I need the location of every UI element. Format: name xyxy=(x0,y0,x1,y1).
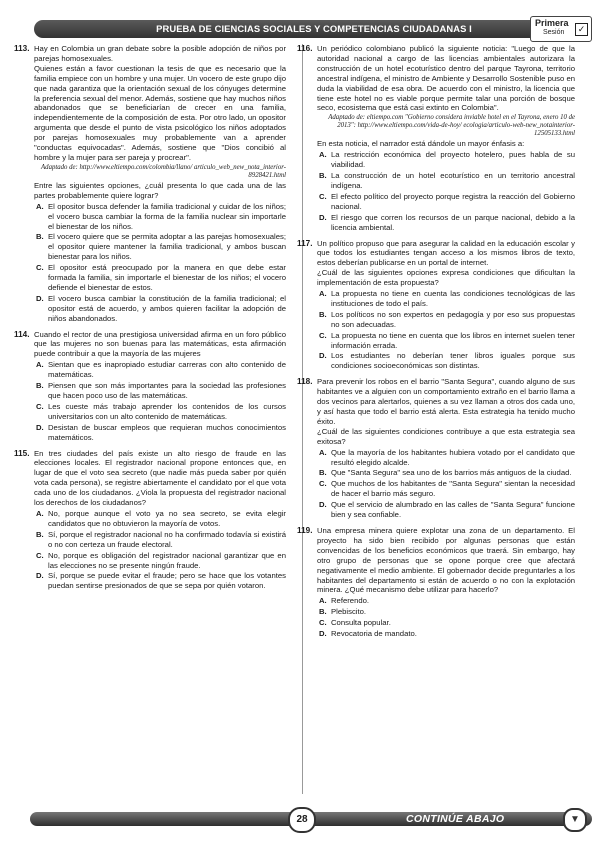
right-column xyxy=(297,44,575,645)
option-b[interactable]: B. El vocero quiere que se permita adoptar a las parejas homosexuales; el opositor quiere mantener la familia tradicional, y ambos buscan bienestar para los niños. xyxy=(36,232,286,262)
test-title: PRUEBA DE CIENCIAS SOCIALES Y COMPETENCIAS CIUDADANAS I xyxy=(156,23,472,34)
page-number: 28 xyxy=(288,807,316,833)
question-stem: Un político propuso que para asegurar la calidad en la educación escolar y que todos los estudiantes tengan acceso a los mismos libros de texto, estos deberían publicarse en un portal de internet. xyxy=(317,238,575,268)
option-b[interactable]: B. Piensen que son más importantes para la sociedad las profesiones que hacen poco uso de las matemáticas. xyxy=(36,381,286,400)
question-118 xyxy=(297,377,575,520)
check-box-icon: ✓ xyxy=(575,23,588,36)
option-d[interactable]: D. Desistan de buscar empleos que requieran muchos conocimientos matemáticos. xyxy=(36,422,286,442)
question-stem: Hay en Colombia un gran debate sobre la posible adopción de niños por parejas homosexuales. xyxy=(34,44,286,63)
option-c[interactable]: C. La propuesta no tiene en cuenta que los libros en internet suelen tener información errada. xyxy=(319,330,575,350)
option-a[interactable]: A. El opositor busca defender la familia tradicional y cuidar de los niños; el vocero busca cambiar la forma de la familia nuclear sin importarle el bienestar de los niños. xyxy=(36,201,286,231)
question-stem: En tres ciudades del país existe un alto riesgo de fraude en las elecciones locales. El registrador nacional propone entonces que, en lugar de que el voto sea secreto (que nadie más pueda saber por quién vota cada persona), se registre abiertamente el candidato por el que vota cada uno de los ciudadanos. ¿Viola la propuesta del registrador nacional los derechos de los ciudadanos? xyxy=(34,448,286,508)
option-d[interactable]: D. El riesgo que corren los recursos de un parque nacional, debido a la licencia ambiental. xyxy=(319,212,575,232)
option-c[interactable]: C. Les cueste más trabajo aprender los contenidos de los cursos universitarios con un alto contenido de matemáticas. xyxy=(36,401,286,421)
question-117 xyxy=(297,238,575,372)
question-115 xyxy=(14,448,286,592)
question-stem: Una empresa minera quiere explotar una zona de un departamento. El proyecto ha sido bien recibido por algunas personas que están convencidas de los beneficios económicos que traerá. Sin embargo, hay otro grupo de personas que se opone porque cree que afectará negativamente el medio ambiente. El gobernador decide preguntarles a los habitantes del departamento si están de acuerdo o no con la explotación minera. ¿Qué mecanismo debe utilizar para hacerlo? xyxy=(317,525,575,595)
question-number: 114. xyxy=(14,329,30,339)
question-prompt: ¿Cuál de las siguientes condiciones contribuye a que esta estrategia sea exitosa? xyxy=(317,426,575,446)
question-114 xyxy=(14,329,286,443)
option-c[interactable]: C. El opositor está preocupado por la manera en que debe estar formada la familia, sin importarle el bienestar de los niños; el vocero defiende el bienestar de estos. xyxy=(36,263,286,292)
question-113 xyxy=(14,44,286,324)
question-stem: Un periódico colombiano publicó la siguiente noticia: "Luego de que la autoridad nacional a cargo de las licencias ambientales autorizara la construcción de un hotel ecoturístico dentro del parque Tayrona, territorio ancestral indígena, el ministro de Ambiente y Desarrollo Sostenible puso en duda la viabilidad de esa obra. De acuerdo con el ministro, la licencia que tiene este hotel no es viable porque permite talar una porción de bosque seco, ecosistema que está casi extinto en Colombia". xyxy=(317,44,575,113)
option-b[interactable]: B. Que "Santa Segura" sea uno de los barrios más antiguos de la ciudad. xyxy=(319,468,572,478)
session-tab xyxy=(530,16,592,42)
option-a[interactable]: A. La propuesta no tiene en cuenta las condiciones tecnológicas de las instituciones de todo el país. xyxy=(319,289,575,308)
session-sublabel: Sesión xyxy=(543,29,565,36)
option-b[interactable]: B. Los políticos no son expertos en pedagogía y por eso sus propuestas no son adecuadas. xyxy=(319,309,575,329)
option-a[interactable]: A. Que la mayoría de los habitantes hubiera votado por el candidato que resultó elegido alcalde. xyxy=(319,447,575,467)
question-prompt: En esta noticia, el narrador está dándole un mayor énfasis a: xyxy=(317,139,525,149)
option-c[interactable]: C. Consulta popular. xyxy=(319,618,391,628)
option-b[interactable]: B. Plebiscito. xyxy=(319,607,367,617)
option-a[interactable]: A. La restricción económica del proyecto hotelero, pues habla de su viabilidad. xyxy=(319,150,575,170)
question-number: 113. xyxy=(14,44,30,53)
question-number: 119. xyxy=(297,525,313,535)
question-number: 118. xyxy=(297,377,313,387)
question-body: Quienes están a favor cuestionan la tesis de que es necesario que la familia empiece con un hombre y una mujer. Un vocero de este grupo dijo que nada garantiza que la orientación sexual de los cónyuges determine la preferencia sexual del menor. Además, sostiene que hay muchos niños abandonados que se beneficiarían de crecer en una familia, independientemente de la composición de esta. Por otro lado, un opositor argumenta que desde el punto de vista psicológico los niños adoptados por parejas homosexuales muy probablemente van a aprender "conductas equivocadas". Además, sostiene que "Dios concibió al hombre y la mujer para ser pareja y procrear". xyxy=(34,63,286,162)
option-b[interactable]: B. La construcción de un hotel ecoturístico en un territorio ancestral indígena. xyxy=(319,171,575,190)
option-d[interactable]: D. Revocatoria de mandato. xyxy=(319,629,417,639)
option-d[interactable]: D. Los estudiantes no deberían tener libros iguales porque sus condiciones socioeconómicas son distintas. xyxy=(319,351,575,371)
option-c[interactable]: C. El efecto político del proyecto porque registra la reacción del Gobierno nacional. xyxy=(319,191,575,211)
left-column xyxy=(14,44,286,597)
option-c[interactable]: C. Que muchos de los habitantes de "Santa Segura" sientan la necesidad de hacer el barrio más seguro. xyxy=(319,479,575,499)
question-stem: Cuando el rector de una prestigiosa universidad afirma en un foro público que las mujeres no son buenas para las matemáticas, esta afirmación puede contribuir a que la mayoría de las mujeres xyxy=(34,329,286,359)
option-d[interactable]: D. Que el servicio de alumbrado en las calles de "Santa Segura" funcione bien y sea confiable. xyxy=(319,500,575,520)
question-number: 117. xyxy=(297,238,313,248)
option-d[interactable]: D. El vocero busca cambiar la constitución de la familia tradicional; el opositor está de acuerdo, y ambos quieren facilitar la adopción de niños abandonados. xyxy=(36,293,286,323)
option-a[interactable]: A. Sientan que es inapropiado estudiar carreras con alto contenido de matemáticas. xyxy=(36,360,286,380)
source-citation: Adaptado de: eltiempo.com "Gobierno considera inviable hotel en el Tayrona, enero 10 de 2013": http://www.eltiempo.com/vida-de-hoy/ ecologia/articulo-web-new_notainterior-12505133.html xyxy=(328,114,575,138)
question-prompt: Entre las siguientes opciones, ¿cuál presenta lo que cada una de las partes probablemente quiere lograr? xyxy=(34,180,286,200)
column-divider xyxy=(302,44,303,794)
page-header xyxy=(34,20,592,38)
option-a[interactable]: A. Referendo. xyxy=(319,596,370,606)
session-label: Primera xyxy=(535,18,569,28)
question-number: 116. xyxy=(297,44,313,53)
option-d[interactable]: D. Sí, porque se puede evitar el fraude; pero se hace que los votantes puedan sentirse presionados de que se sepa por quién votaron. xyxy=(36,571,286,591)
question-stem: Para prevenir los robos en el barrio "Santa Segura", cuando alguno de sus habitantes ve a alguien con un comportamiento extraño en el barrio llama a dos vecinos para alertarlos, quienes a su vez llaman a otros dos cada uno, y así hasta que todo el barrio está alerta. Esta estrategia ha tenido mucho éxito. xyxy=(317,377,575,426)
question-number: 115. xyxy=(14,448,30,458)
continue-label: CONTINÚE ABAJO xyxy=(406,813,505,825)
page-footer xyxy=(30,806,592,832)
source-citation: Adaptado de: http://www.eltiempo.com/colombia/llano/ articulo_web_new_nota_interior-8928421.html xyxy=(41,163,286,179)
option-c[interactable]: C. No, porque es obligación del registrador nacional garantizar que en las elecciones no se presente ningún fraude. xyxy=(36,550,286,570)
question-116 xyxy=(297,44,575,233)
option-b[interactable]: B. Sí, porque el registrador nacional no ha confirmado todavía si existirá o no con certeza un fraude electoral. xyxy=(36,529,286,549)
question-prompt: ¿Cuál de las siguientes opciones expresa condiciones que dificultan la implementación de esta propuesta? xyxy=(317,268,575,288)
chevron-down-circle-icon: ▼ xyxy=(563,808,587,832)
option-a[interactable]: A. No, porque aunque el voto ya no sea secreto, se evita elegir candidatos que no obtuvieron la mayoría de votos. xyxy=(36,508,286,528)
question-119 xyxy=(297,525,575,639)
